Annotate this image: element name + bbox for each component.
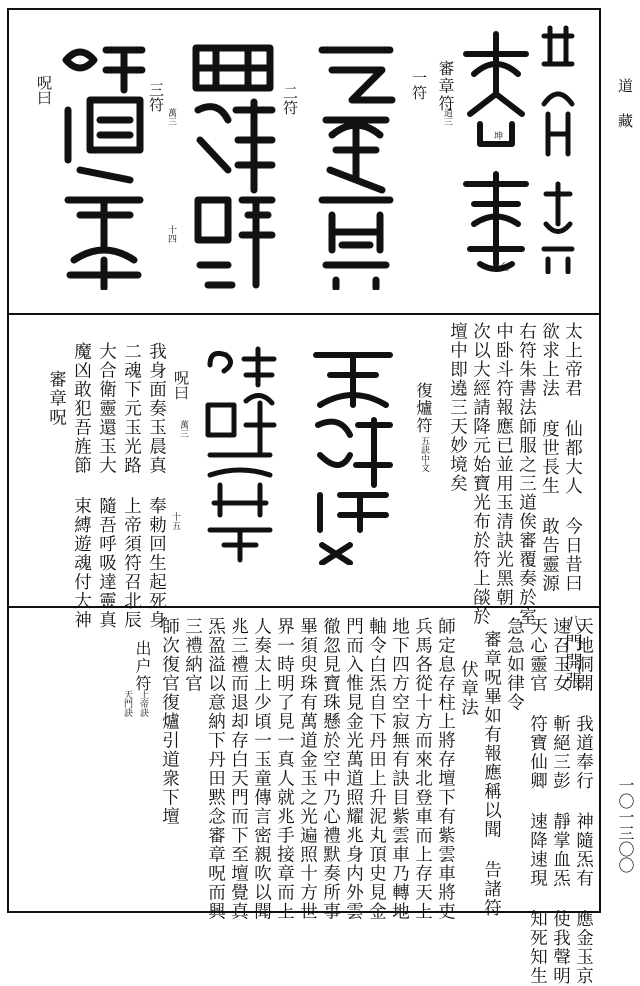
bottom-col-7: 師定息存柱上將存壇下有紫雲車將吏	[435, 617, 456, 921]
bottom-col-1: 天地洞開 我道奉行 神隨炁有 應金玉京	[573, 617, 594, 986]
zhou-col-3: 大合衛靈還玉大 隨吾呼吸達靈真	[96, 342, 117, 630]
chufu-heading: 出户符	[133, 640, 152, 693]
middle-col-2: 欲求上法 度世長生 敢告靈源	[539, 322, 560, 593]
bottom-col-4: 急急如律令	[504, 617, 525, 712]
seal-talisman-2	[188, 40, 278, 290]
page-number: 一〇一三〇〇	[616, 777, 635, 873]
bottom-col-9: 地下四方空寂無有訣目紫雲車乃轉地	[389, 617, 410, 921]
talisman-2-label: 二符	[281, 85, 299, 115]
tianmen-note: 天門訣	[122, 690, 132, 717]
seal-talisman-right-2	[460, 24, 532, 274]
talisman-1-note: 逍三	[442, 108, 452, 126]
zhou-col-2: 二魂下元玉光路 上帝須符召北辰	[121, 342, 142, 630]
middle-col-5: 次以大經請降元始寶光布於符上燄於	[470, 322, 491, 626]
incantation-label: 呪曰	[35, 75, 53, 105]
bottom-col-19: 師次復官復爐引道衆下壇	[159, 617, 180, 826]
zhou-label: 呪曰	[172, 370, 190, 400]
bottom-col-11: 門而入惟見金光萬道照耀兆身内外雲	[343, 617, 364, 921]
fu-heading: 復爐符	[414, 382, 433, 435]
seal-talisman-1	[312, 40, 400, 290]
talisman-right-char-2: 允	[498, 262, 508, 271]
seal-talisman-right	[540, 24, 576, 274]
bottom-col-12: 徹忽見寶珠懸於空中乃心禮默奏所事	[320, 617, 341, 921]
seal-talisman-3	[60, 40, 148, 290]
talisman-3-mark: 十四	[166, 225, 176, 243]
talisman-1-label: 一符	[410, 70, 428, 100]
bottom-col-3: 天心靈官 符寶仙卿 速降速現 知死知生	[527, 617, 548, 986]
bottom-col-8: 兵馬各從十方而來北登車而上存天上	[412, 617, 433, 921]
bottom-col-16: 兆三禮而退却存白天門而下至壇覺真	[228, 617, 249, 921]
bottom-col-13: 畢須臾珠有萬道金玉之光遍照十方世	[297, 617, 318, 921]
bottom-col-5: 審章呪畢如有報應稱以聞 告諸符	[481, 630, 502, 918]
middle-col-4: 中卧斗符報應已並用玉清訣光黑朝	[493, 322, 514, 607]
bottom-col-10: 軸令白炁自下丹田上升泥丸頂史見金	[366, 617, 387, 921]
bottom-col-17: 炁盈溢以意納下丹田黙念審章呪而興	[205, 617, 226, 921]
seal-zhou-talisman	[200, 345, 280, 565]
bottom-col-15: 人奏太上少頃一玉童傳言密親吹以聞	[251, 617, 272, 921]
bottom-col-14: 界一時明了見一真人就兆手接章而上	[274, 617, 295, 921]
margin-collection-2: 藏	[616, 113, 634, 128]
middle-col-6: 壇中即遶三天妙境矣	[447, 322, 468, 493]
zhou-mark: 十五	[170, 512, 180, 530]
zhou-col-4: 魔凶敢犯吾旌節 束縛遊魂付大神	[71, 342, 92, 630]
middle-col-3: 右符朱書法師服之三道俟審覆奏於室	[516, 322, 537, 626]
bottom-col-18: 三禮納官	[182, 617, 203, 693]
talisman-1-heading: 審章符	[436, 60, 455, 113]
panel-divider-top	[7, 313, 601, 315]
margin-collection-1: 道	[616, 78, 634, 93]
fu-note: 五訣中文	[419, 436, 429, 472]
middle-col-1: 太上帝君 仙都大人 今日昔曰 八門開張	[562, 322, 583, 691]
talisman-3-label: 三符	[147, 82, 165, 112]
shenzhang-label: 審章呪	[46, 370, 67, 427]
bottom-col-2: 速召玉女 斬絕三彭 靜掌血炁 使我聲明	[550, 617, 571, 986]
zhou-note: 萬三	[178, 420, 188, 438]
bottom-col-6: 伏章法	[458, 660, 479, 717]
talisman-3-note: 萬三	[166, 108, 176, 126]
chufu-note: 上帝訣	[138, 690, 148, 717]
talisman-right-char-1: 坤	[492, 131, 502, 140]
zhou-col-1: 我身面奏玉晨真 奉勅回生起死身	[146, 342, 167, 630]
seal-fu-talisman	[310, 345, 396, 565]
